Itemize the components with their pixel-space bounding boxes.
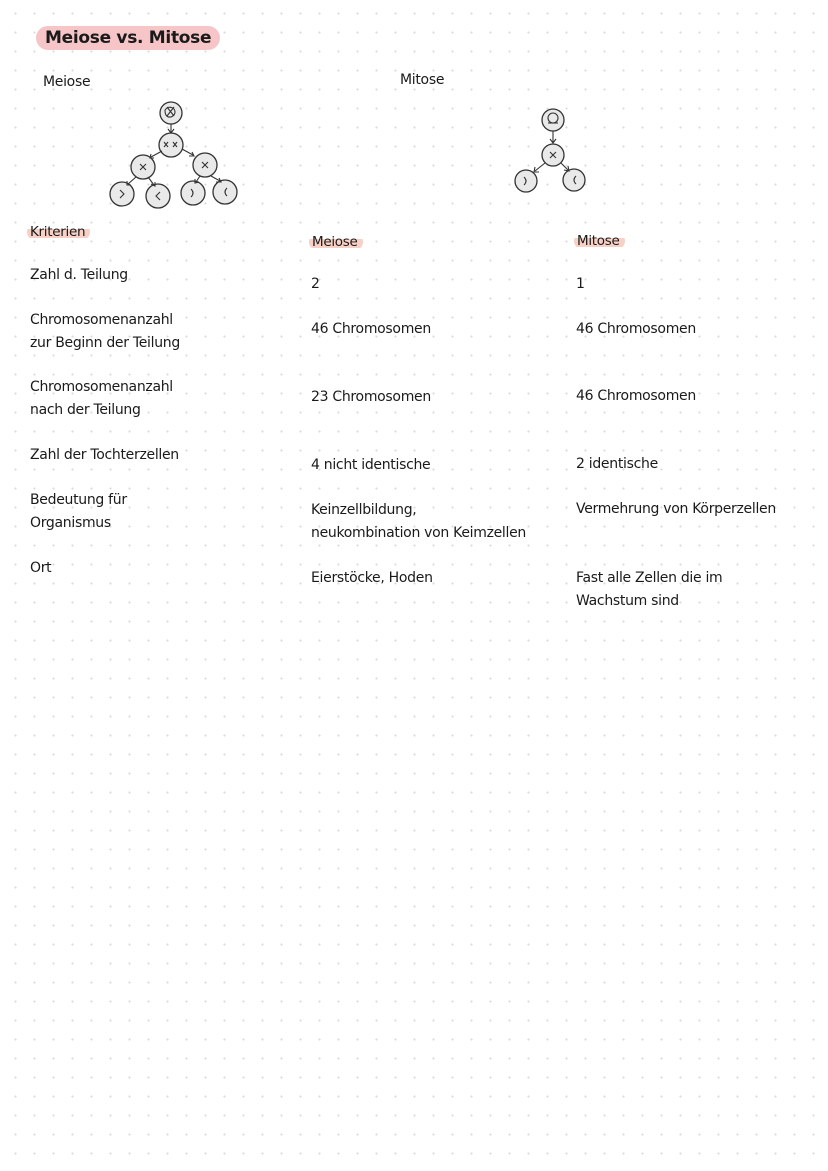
meiose-daughter-cell-1 — [110, 182, 134, 206]
criterion-cell: Chromosomenanzahl zur Beginn der Teilung — [30, 312, 180, 351]
mitose-value-cell: 46 Chromosomen — [576, 388, 696, 404]
mitose-diagram-label: Mitose — [400, 72, 445, 88]
meiose-value-cell: 4 nicht identische — [311, 457, 431, 473]
meiose-value-cell: Keinzellbildung, neukombination von Keimzellen — [311, 502, 526, 541]
criterion-cell: Ort — [30, 560, 52, 576]
criterion-cell: Chromosomenanzahl nach der Teilung — [30, 379, 173, 418]
meiose-value-cell: Eierstöcke, Hoden — [311, 570, 433, 586]
mitose-value-cell: Fast alle Zellen die im Wachstum sind — [576, 570, 723, 609]
mitose-value-cell: Vermehrung von Körperzellen — [576, 501, 776, 517]
meiose-cell-xx — [159, 133, 183, 157]
mitose-value-cell: 2 identische — [576, 456, 658, 472]
meiose-value-cell: 2 — [311, 276, 320, 292]
mitose-mother-cell — [542, 109, 564, 131]
mitose-value-cell: 1 — [576, 276, 585, 292]
meiose-header: Meiose — [309, 234, 363, 250]
mitose-header: Mitose — [574, 233, 625, 249]
criterion-cell: Zahl der Tochterzellen — [30, 447, 179, 463]
mitose-diagram — [505, 104, 595, 196]
criteria-header: Kriterien — [27, 224, 90, 240]
page-title: Meiose vs. Mitose — [36, 26, 220, 50]
meiose-daughter-cell-2 — [146, 184, 170, 208]
meiose-value-cell: 23 Chromosomen — [311, 389, 431, 405]
meiose-diagram — [100, 96, 250, 212]
mitose-value-cell: 46 Chromosomen — [576, 321, 696, 337]
criterion-cell: Bedeutung für Organismus — [30, 492, 127, 531]
criterion-cell: Zahl d. Teilung — [30, 267, 128, 283]
meiose-value-cell: 46 Chromosomen — [311, 321, 431, 337]
meiose-diagram-label: Meiose — [43, 74, 91, 90]
